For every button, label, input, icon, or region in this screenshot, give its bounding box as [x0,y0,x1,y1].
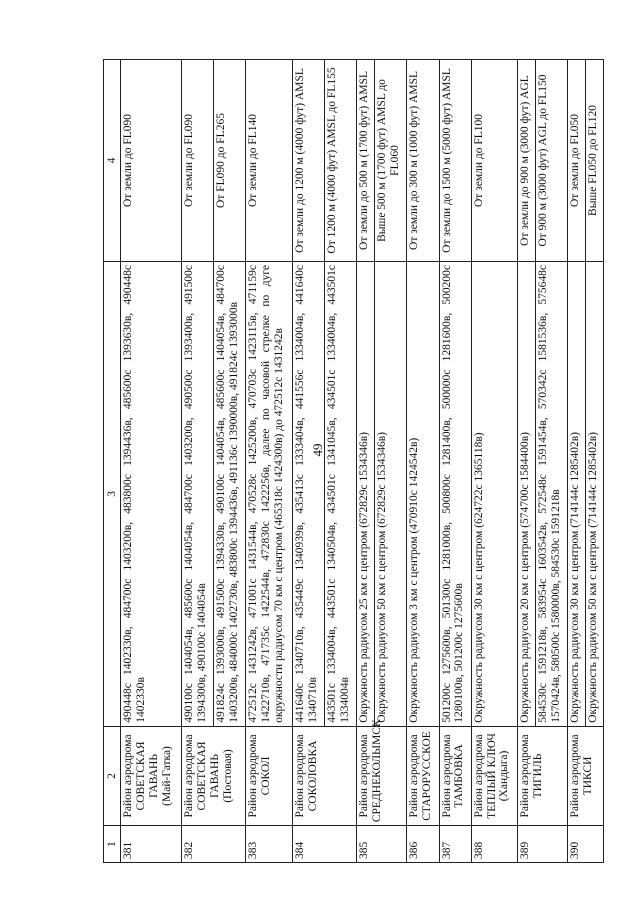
aerodrome-name-line: ТАМБОВКА [453,744,466,808]
aerodrome-name-line: (Май-Гатка) [160,746,173,806]
boundary-coordinates: Окружность радиусом 3 км с центром (470910с 1424542в) [407,261,439,726]
aerodrome-name-line: Район аэродрома [408,734,421,818]
vertical-limits: От земли до 1500 м (5000 фут) AMSL [439,60,471,262]
boundary-coordinates: Окружность радиусом 20 км с центром (574700с 1584400в) [518,261,536,726]
aerodrome-area-name [439,726,471,825]
aerodrome-name-line: ТИГИЛЬ [532,753,545,799]
row-number: 384 [293,826,357,863]
row-number: 389 [518,826,568,863]
aerodrome-area-name [518,726,568,825]
table-row [471,60,518,863]
vertical-limits: От земли до 300 м (1000 фут) AMSL [407,60,439,262]
aerodrome-name-line: ТЕПЛЫЙ КЛЮЧ [485,733,498,819]
boundary-coordinates: 441640с 1340710в, 435449с 1340939в, 435413с 1333404в, 441556с 1334004в, 441640с 1340710в [293,261,325,726]
aerodrome-name-line: СОВЕТСКАЯ ГАВАНЬ [195,741,221,811]
airspace-table-frame [103,59,604,863]
boundary-coordinates: 501200с 1275600в, 501300с 1281000в, 500800с 1281400в, 500000с 1281600в, 500200с 1280100в, 501200с 1275600в [439,261,471,726]
aerodrome-area-name [121,726,182,825]
aerodrome-area-name [293,726,357,825]
aerodrome-area-name [182,726,246,825]
aerodrome-name-line: Район аэродрома [569,734,582,818]
aerodrome-name-line: СТАРОРУССКОЕ [421,731,434,821]
boundary-coordinates: Окружность радиусом 25 км с центром (672829с 1534346в) [357,261,375,726]
header-row [104,60,121,863]
boundary-coordinates: 443501с 1334004в, 443501с 1340504в, 434501с 1341045в, 434501с 1334004в, 443501с 1334004в [325,261,357,726]
vertical-limits: От 900 м (3000 фут) AGL до FL150 [536,60,568,262]
boundary-coordinates: 584530с 1591218в, 583954с 1603542в, 572548с 1591454в, 570342с 1581536в, 575648с 1570424в, 580500с 1580000в, 584530с 1591218в [536,261,568,726]
row-number: 385 [357,826,407,863]
vertical-limits: От земли до FL090 [121,60,182,262]
aerodrome-name-line: ТИКСИ [582,756,595,796]
aerodrome-area-name [357,719,407,825]
aerodrome-name-line: Район аэродрома [519,734,532,818]
table-row [121,60,182,863]
column-header-4: 4 [104,60,121,262]
row-number: 381 [121,826,182,863]
aerodrome-name-line: Район аэродрома [472,734,485,818]
aerodrome-name-line: Район аэродрома [440,734,453,818]
column-header-3: 3 [104,261,121,726]
boundary-coordinates: Окружность радиусом 50 км с центром (672829с 1534346в) [375,261,407,726]
boundary-coordinates: 472512с 1431242в, 471001с 1431544в, 470528с 1425200в, 470703с 1423115в, 471159с 1422710в, 471735с 1422544в, 472830с 1422256в, далее по часовой стрелке по дуге окружности радиусом 70 км с центром (465318с 1424300в) до 472512с 1431242в [246,261,293,726]
vertical-limits: От земли до 1200 м (4000 фут) AMSL [293,60,325,262]
aerodrome-name-line: (Постовая) [221,749,234,803]
vertical-limits: От земли до FL050 [568,60,586,262]
table-row [246,60,293,863]
boundary-coordinates: Окружность радиусом 30 км с центром (624722с 1365118в) [471,261,518,726]
aerodrome-name-line: Район аэродрома [122,734,134,818]
aerodrome-name-line: Район аэродрома [183,734,196,818]
aerodrome-name-line: СОВЕТСКАЯ ГАВАНЬ [134,741,160,811]
aerodrome-name-line: Район аэродрома [247,734,260,818]
vertical-limits: От земли до 500 м (1700 фут) AMSL [357,60,375,262]
table-row [568,60,586,863]
row-number: 390 [568,826,604,863]
aerodrome-name-line: Район аэродрома [294,734,307,818]
vertical-limits: От земли до 900 м (3000 фут) AGL [518,60,536,262]
vertical-limits: От земли до FL140 [246,60,293,262]
vertical-limits: Выше 500 м (1700 фут) AMSL до FL060 [375,60,407,262]
boundary-coordinates: 490100с 1404054в, 485600с 1404054в, 484700с 1403200в, 490500с 1393400в, 491500с 1394300в, 490100с 1404054в [182,261,214,726]
aerodrome-name-line: СРЕДНЕКОЛЫМСК [371,719,384,823]
table-row [357,60,375,863]
airspace-table [103,59,604,863]
table-row [407,60,439,863]
table-row [518,60,536,863]
vertical-limits: От FL090 до FL265 [214,60,246,262]
vertical-limits: Выше FL050 до FL120 [586,60,604,262]
aerodrome-name-line: СОКОЛ [260,756,273,796]
aerodrome-area-name [246,726,293,825]
vertical-limits: От земли до FL100 [471,60,518,262]
aerodrome-area-name [471,726,518,825]
aerodrome-area-name [407,726,439,825]
boundary-coordinates: Окружность радиусом 30 км с центром (714144с 1285402в) [568,261,586,726]
column-header-1: 1 [104,826,121,863]
row-number: 383 [246,826,293,863]
aerodrome-name-line: (Хандыга) [498,750,511,802]
row-number: 388 [471,826,518,863]
row-number: 382 [182,826,246,863]
aerodrome-name-line: СОКОЛОВКА [306,740,319,812]
column-header-2: 2 [104,726,121,825]
boundary-coordinates: Окружность радиусом 50 км с центром (714144с 1285402в) [586,261,604,726]
boundary-coordinates: 491824с 1393000в, 491500с 1394330в, 490100с 1404054в, 485600с 1404054в, 484700с 1403200в, 484000с 1402730в, 483800с 1394436в, 491136с 1390000в, 491824с 1393000в [214,261,246,726]
rotated-table-container [103,59,604,863]
aerodrome-name-line: Район аэродрома [358,734,371,818]
aerodrome-area-name [568,726,604,825]
table-row [182,60,214,863]
row-number: 387 [439,826,471,863]
boundary-coordinates: 490448с 1402330в, 484700с 1403200в, 483800с 1394436в, 485600с 1393630в, 490448с 1402330в [121,261,182,726]
vertical-limits: От земли до FL090 [182,60,214,262]
page-number: 49 [310,443,325,457]
vertical-limits: От 1200 м (4000 фут) AMSL до FL155 [325,60,357,262]
row-number: 386 [407,826,439,863]
table-row [293,60,325,863]
table-row [439,60,471,863]
